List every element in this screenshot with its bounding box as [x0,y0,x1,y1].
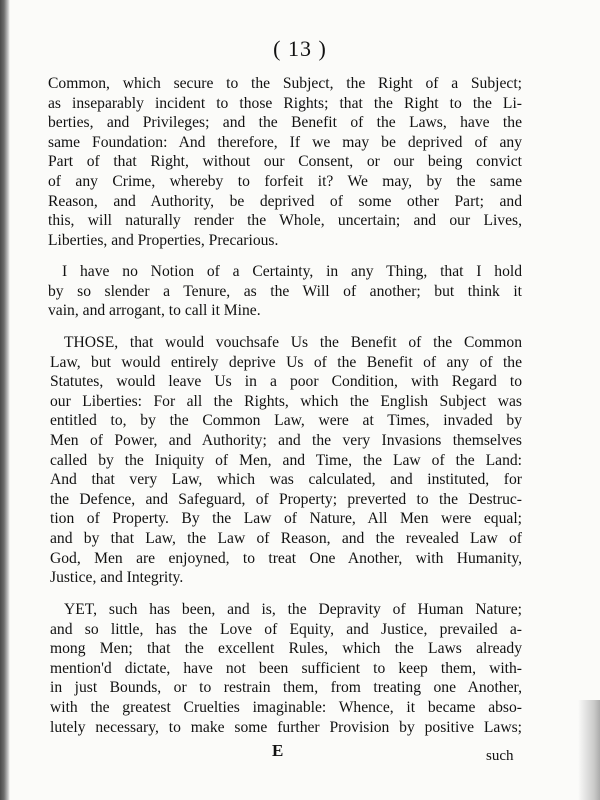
text-line: Statutes, would leave Us in a poor Condition, with Regard to [50,373,522,391]
text-line: mention'd dictate, have not been sufficient to keep them, with- [50,659,522,677]
text-line: And that very Law, which was calculated, and instituted, for [50,471,522,489]
text-line: THOSE, that would vouchsafe Us the Benefit of the Common [64,334,522,351]
text-line: tion of Property. By the Law of Nature, All Men were equal; [50,510,522,528]
text-line: YET, such has been, and is, the Depravity of Human Nature; [64,601,522,618]
scan-shadow-left [0,0,10,800]
text-line: as inseparably incident to those Rights; that the Right to the Li- [48,94,522,112]
paragraph-4 [50,600,522,737]
page-number: ( 13 ) [273,36,327,61]
text-line: entitled to, by the Common Law, were at Times, invaded by [50,412,522,430]
text-line: in just Bounds, or to restrain them, from treating one Another, [50,679,522,697]
text-line: this, will naturally render the Whole, uncertain; and our Lives, [48,212,522,230]
text-line: same Foundation: And therefore, If we may be deprived of any [48,133,522,151]
text-line: mong Men; that the excellent Rules, which the Laws already [50,640,522,658]
scan-shadow-right [578,700,600,800]
text-line: Men of Power, and Authority; and the very Invasions themselves [50,431,522,449]
text-line: called by the Iniquity of Men, and Time, the Law of the Land: [50,451,522,469]
text-line: of any Crime, whereby to forfeit it? We may, by the same [48,172,522,190]
text-line: Justice, and Integrity. [50,569,184,587]
text-line: I have no Notion of a Certainty, in any Thing, that I hold [62,263,522,280]
text-line: and so little, has the Love of Equity, and Justice, prevailed a- [50,620,522,638]
text-line: Common, which secure to the Subject, the Right of a Subject; [48,75,522,92]
paragraph-2 [48,262,522,321]
text-line: berties, and Privileges; and the Benefit of the Laws, have the [48,114,522,132]
text-line: lutely necessary, to make some further Provision by positive Laws; [50,718,522,736]
text-line: the Defence, and Safeguard, of Property; preverted to the Destruc- [50,490,522,508]
text-line: Reason, and Authority, be deprived of some other Part; and [48,192,522,210]
paragraph-1 [48,74,522,250]
paragraph-3 [50,333,522,588]
text-line: with the greatest Cruelties imaginable: Whence, it became abso- [50,698,522,716]
text-line: Part of that Right, without our Consent, or our being convict [48,153,522,171]
text-line: our Liberties: For all the Rights, which the English Subject was [50,392,522,410]
text-line: Liberties, and Properties, Precarious. [48,231,279,249]
text-line: vain, and arrogant, to call it Mine. [48,302,261,320]
text-line: and by that Law, the Law of Reason, and the revealed Law of [50,529,522,547]
text-line: God, Men are enjoyned, to treat One Another, with Humanity, [50,549,522,567]
text-line: by so slender a Tenure, as the Will of another; but think it [48,282,522,300]
signature-mark: E [272,741,284,760]
text-line: Law, but would entirely deprive Us of the Benefit of any of the [50,353,522,371]
catchword: such [486,748,514,764]
